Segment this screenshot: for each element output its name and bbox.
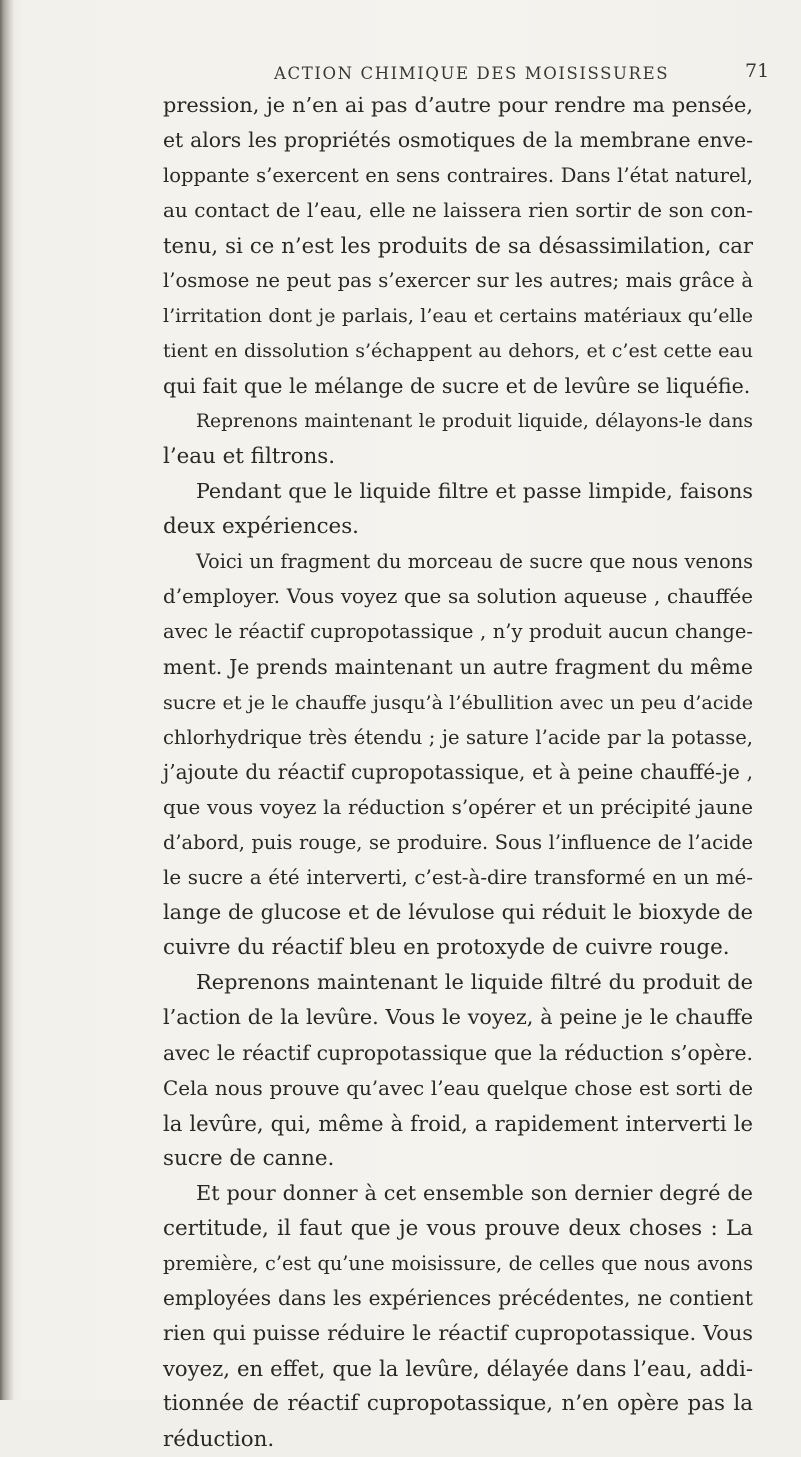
text-line: qui fait que le mélange de sucre et de levûre se liquéfie. <box>163 373 751 398</box>
text-line: au contact de l’eau, elle ne laissera rien sortir de son con- <box>163 199 753 223</box>
text-line: tient en dissolution s’échappent au dehors, et c’est cette eau <box>163 339 753 362</box>
text-line: la levûre, qui, même à froid, a rapidement interverti le <box>163 1110 753 1136</box>
text-line: le sucre a été interverti, c’est-à-dire transformé en un mé- <box>163 866 753 890</box>
page-number: 71 <box>745 60 770 82</box>
text-line: sucre et je le chauffe jusqu’à l’ébullition avec un peu d’acide <box>163 690 753 714</box>
text-line: avec le réactif cupropotassique que la réduction s’opère. <box>163 1040 753 1065</box>
text-line: Reprenons maintenant le liquide filtré du produit de <box>196 970 753 995</box>
body-text <box>163 88 753 1457</box>
text-line: tenu, si ce n’est les produits de sa désassimilation, car <box>163 233 753 259</box>
page-binding-shadow <box>0 0 14 1400</box>
text-line: Voici un fragment du morceau de sucre que nous venons <box>196 550 753 574</box>
text-line: sucre de canne. <box>163 1145 335 1171</box>
text-line: certitude, il faut que je vous prouve deux choses : La <box>163 1216 753 1241</box>
text-line: deux expériences. <box>163 514 359 540</box>
running-head <box>0 58 801 88</box>
text-line: réduction. <box>163 1426 275 1452</box>
text-line: cuivre du réactif bleu en protoxyde de cuivre rouge. <box>163 935 730 961</box>
text-line: l’action de la levûre. Vous le voyez, à peine je le chauffe <box>163 1005 753 1030</box>
text-line: Cela nous prouve qu’avec l’eau quelque chose est sorti de <box>163 1076 753 1100</box>
text-line: l’osmose ne peut pas s’exercer sur les autres; mais grâce à <box>163 269 753 293</box>
text-line: l’eau et filtrons. <box>163 443 336 469</box>
text-line: d’employer. Vous voyez que sa solution aqueuse , chauffée <box>163 585 753 609</box>
text-line: rien qui puisse réduire le réactif cupropotassique. Vous <box>163 1321 753 1346</box>
text-line: chlorhydrique très étendu ; je sature l’acide par la potasse, <box>163 725 753 749</box>
running-head-title: ACTION CHIMIQUE DES MOISISSURES <box>274 64 670 83</box>
text-line: l’irritation dont je parlais, l’eau et certains matériaux qu’elle <box>163 304 753 327</box>
text-line: pression, je n’en ai pas d’autre pour rendre ma pensée, <box>163 93 753 117</box>
text-line: Pendant que le liquide filtre et passe limpide, faisons <box>196 479 753 504</box>
text-line: d’abord, puis rouge, se produire. Sous l’influence de l’acide <box>163 830 753 854</box>
text-line: avec le réactif cupropotassique , n’y produit aucun change- <box>163 620 753 644</box>
text-line: employées dans les expériences précédentes, ne contient <box>163 1286 753 1311</box>
text-line: Et pour donner à cet ensemble son dernier degré de <box>196 1180 753 1205</box>
text-line: voyez, en effet, que la levûre, délayée dans l’eau, addi- <box>163 1356 753 1382</box>
text-line: tionnée de réactif cupropotassique, n’en opère pas la <box>163 1391 753 1417</box>
text-line: première, c’est qu’une moisissure, de celles que nous avons <box>163 1252 753 1276</box>
text-line: lange de glucose et de lévulose qui réduit le bioxyde de <box>163 900 753 925</box>
text-line: et alors les propriétés osmotiques de la membrane enve- <box>163 128 753 153</box>
text-line: que vous voyez la réduction s’opérer et un précipité jaune <box>163 795 753 819</box>
text-line: j’ajoute du réactif cupropotassique, et à peine chauffé-je , <box>163 759 753 784</box>
text-line: Reprenons maintenant le produit liquide, délayons-le dans <box>196 410 753 432</box>
text-line: ment. Je prends maintenant un autre fragment du même <box>163 654 753 679</box>
text-line: loppante s’exercent en sens contraires. Dans l’état naturel, <box>163 164 753 188</box>
